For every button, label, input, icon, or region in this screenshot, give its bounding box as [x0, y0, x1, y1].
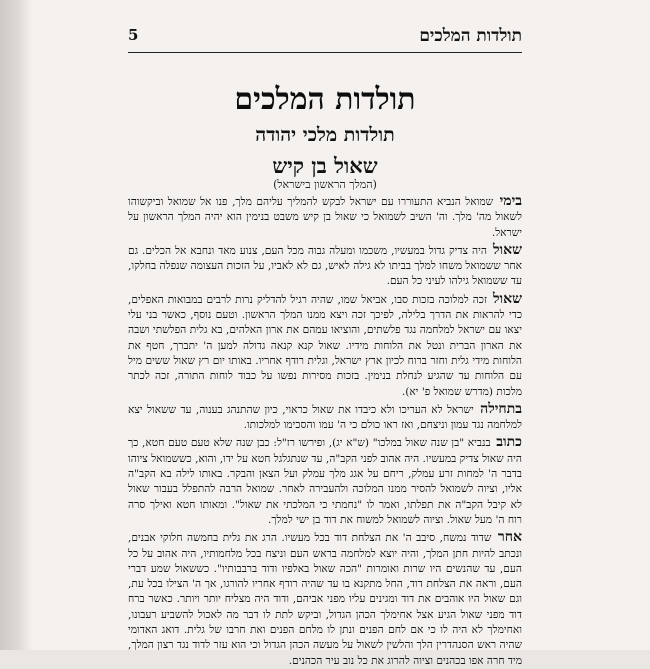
page-header	[128, 24, 522, 53]
chapter-title: תולדות המלכים	[234, 82, 416, 117]
running-title: תולדות המלכים	[419, 26, 522, 46]
section-title: שאול בן קיש	[272, 153, 378, 178]
paragraph	[128, 194, 522, 241]
paragraph	[128, 530, 522, 669]
paragraph	[128, 243, 522, 290]
paragraph-lead-word: בימי	[499, 193, 522, 209]
paragraph-text: שדוד נמשח, סיבב ה' את הצלחת דוד בכל מעשיו. הרג את גלית בחמשה חלוקי אבנים, ונכתב להיות חתן המלך, והיה יוצא למלחמה בראש העם וניצח בכל מלחמותיו, היה אהוב על כל העם, עד שהנשים היו שרות ואומרות "הכה שאול באלפיו ודוד ברבבותיו". כששאול שמע דברי העם, וראה את הצלחת דוד, החל מתקנא בו עד שהיה רודף אחריו להורגו, אך ה' הצילו בכל עת, וגם שאול היו אוהבים את דוד ומגינים עליו מפני אביהם, ודוד היה מצליח יותר ויותר. כאשר ברח דוד מפני שאול הגיע אצל אחימלך הכהן הגדול, וביקש לתת לו דבר מה לאכול להשביע רעבונו, ואחימלך לא היה לו כי אם לחם הפנים ונתן לו מלחם הפנים ואת חרבו של גלית. דואג האדומי שהיה ראש הסנהדרין הלך והלשין לשאול על מעשה הכהן הגדול וכי הוא עזר לדוד נגד רצון המלך, מיד חרה אפו בכהנים וציוה להרוג את כל נוב עיר הכהנים.	[128, 532, 522, 667]
paragraph-lead-word: אחר	[497, 529, 522, 546]
paragraph-text: ישראל לא העריכו ולא כיבדו את שאול כראוי, כיון שהתנהג בענוה, עד ששאול יצא למלחמה נגד עמון וניצחם, ואז ראו כולם כי ה' עמו והסכימו למלכותו.	[128, 403, 522, 432]
paragraph-text: בנביא "בן שנה שאול במלכו" (ש"א יג), ופירשו רז"ל: כבן שנה שלא טעם טעם חטא, כך היה שאול צדיק במעשיו. היה אהוב לפני הקב"ה, עד שנתגלגל חטא על ידו, והוא, כששמואל ציוהו בדבר ה' למחות זרע עמלק, ריחם על אגג מלך עמלק ועל הצאן והבקר. באותו לילה בא הקב"ה אליו, וציוה לשמואל להסיר ממנו המלוכה ולהעבירה לאחר. שמואל הרבה להתפלל בעבור שאול לא קיבל הקב"ה את תפלתו, ואמר לו "נחמתי כי המלכתי את שאול". ומאותו חטא ואילך סרה רוח ה' מעל שאול. וציוה לשמואל למשוח את דוד בן ישי למלך.	[128, 437, 522, 526]
paragraph-text: שמואל הנביא התעוררו עם ישראל לבקש להמליך עליהם מלך, פנו אל שמואל וביקשוהו לשאול מה' מלך. וה' השיב לשמואל כי שאול בן קיש משבט בנימין הוא יהיה המלך הראשון על ישראל.	[128, 196, 522, 239]
paragraph-text: היה צדיק גדול במעשיו, משכמו ומעלה גבוה מכל העם, צנוע מאד ונחבא אל הכלים. גם אחר ששמואל משחו למלך בביתו לא גילה לאיש, גם לא לאביו, על הזכות העצומה שנפלה בחלקו, עד ששמואל גילהו לעיני כל העם.	[128, 244, 522, 288]
paragraph-lead-word: כתוב	[496, 434, 522, 451]
section-subtitle: (המלך הראשון בישראל)	[273, 178, 377, 191]
paragraph	[128, 402, 522, 434]
paragraph	[128, 292, 522, 400]
paragraph-lead-word: בתחילה	[480, 400, 522, 417]
paragraph-text: זכה למלוכה בזכות סבו, אביאל שמו, שהיה רגיל להדליק נרות לרבים במבואות האפלים, כדי להראות את הדרך בלילה, לפיכך זכה ויצא ממנו המלך הראשון. וטעם נוסף, כאשר בני עלי יצאו עם ישראל למלחמה נגד פלשתים, והוציאו עמהם את ארון האלהים, בא גלית הפלשתי ושבה את הארון הברית ונטל את הלוחות מידיו. שאול קנא קנאה גדולה למען ה' יתברך, חטף את הלוחות מידי גלית וחזר ברוח לכיון ארץ ישראל, וגלית רודף אחריו. באותו יום רץ שאול ששים מיל עם הלוחות עד שהגיע לנחלת בנימין. בזכות מסירות נפשו על כבוד לוחות התורה, זכה לכתר מלכות (מדרש שמואל פ' יא).	[128, 293, 522, 398]
paragraph-lead-word: שאול	[492, 290, 522, 307]
body-text	[128, 193, 522, 667]
paragraph-lead-word: שאול	[492, 241, 522, 258]
page-number: 5	[128, 26, 139, 44]
paragraph	[128, 435, 522, 528]
chapter-subtitle: תולדות מלכי יהודה	[255, 124, 395, 146]
